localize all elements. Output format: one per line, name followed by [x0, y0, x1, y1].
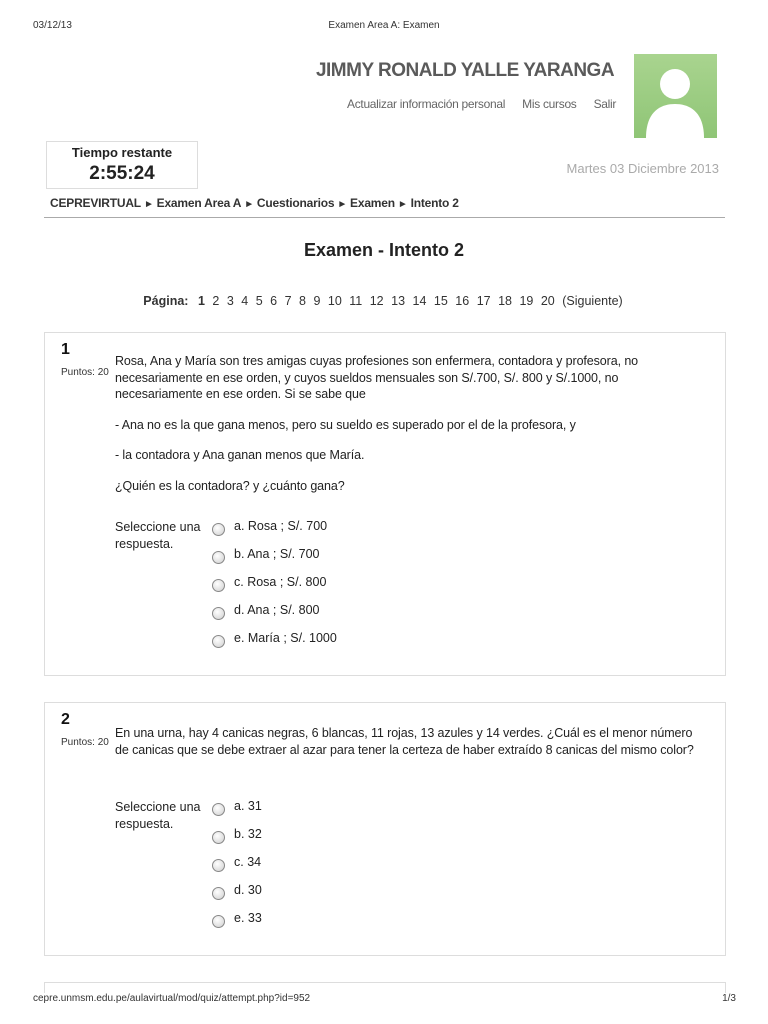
- print-date: 03/12/13: [33, 20, 72, 31]
- radio-button[interactable]: [212, 579, 225, 592]
- answer-option[interactable]: [210, 883, 262, 911]
- answer-option[interactable]: [210, 799, 262, 827]
- answer-option-label[interactable]: e. 33: [234, 911, 262, 925]
- question-paragraph: Rosa, Ana y María son tres amigas cuyas profesiones son enfermera, contadora y profesora, no necesariamente en ese orden, y cuyos sueldos mensuales son S/.700, S/. 800 y S/.1000, no necesariamente en ese orden. Si se sabe que: [115, 354, 639, 401]
- page-title: Examen - Intento 2: [303, 240, 465, 260]
- pagination-page-link[interactable]: 6: [270, 294, 278, 308]
- pagination-page-link[interactable]: 16: [455, 294, 470, 308]
- print-title: Examen Area A: Examen: [328, 20, 440, 31]
- pagination-page-link[interactable]: 5: [255, 294, 263, 308]
- answer-option[interactable]: [210, 855, 262, 883]
- pagination-page-link[interactable]: 3: [226, 294, 234, 308]
- answer-option-label[interactable]: d. Ana ; S/. 800: [234, 603, 320, 617]
- pagination-page-link[interactable]: 13: [391, 294, 406, 308]
- answer-option[interactable]: [210, 547, 337, 575]
- question-text: [115, 353, 705, 508]
- print-page-number: 1/3: [722, 993, 736, 1004]
- question-points: Puntos: 20: [61, 367, 109, 378]
- question-paragraph: - la contadora y Ana ganan menos que María.: [115, 448, 365, 462]
- update-profile-link[interactable]: Actualizar información personal: [347, 97, 506, 111]
- breadcrumb-item-cuestionarios[interactable]: Cuestionarios: [256, 196, 335, 210]
- answer-option[interactable]: [210, 911, 262, 939]
- pagination-page-link[interactable]: 19: [519, 294, 534, 308]
- print-url: cepre.unmsm.edu.pe/aulavirtual/mod/quiz/attempt.php?id=952: [33, 993, 311, 1004]
- user-silhouette-icon: [634, 54, 717, 138]
- question-2: [44, 702, 726, 956]
- question-3-partial: [44, 982, 726, 993]
- breadcrumb-item-intento: Intento 2: [410, 196, 459, 210]
- breadcrumb-arrow-icon: ►: [397, 199, 408, 210]
- breadcrumb-item-examen-area-a[interactable]: Examen Area A: [156, 196, 242, 210]
- avatar[interactable]: [634, 54, 717, 138]
- radio-button[interactable]: [212, 607, 225, 620]
- question-paragraph: En una urna, hay 4 canicas negras, 6 blancas, 11 rojas, 13 azules y 14 verdes. ¿Cuál es el menor número de canicas que se debe extraer al azar para tener la certeza de haber extraído 8 canicas del mismo color?: [115, 726, 694, 757]
- answer-option-label[interactable]: b. 32: [234, 827, 262, 841]
- time-remaining-box: [46, 141, 198, 189]
- radio-button[interactable]: [212, 915, 225, 928]
- pagination-current: 1: [197, 294, 205, 308]
- radio-button[interactable]: [212, 803, 225, 816]
- pagination-page-link[interactable]: 12: [369, 294, 384, 308]
- question-number: 2: [61, 711, 70, 728]
- answer-option-label[interactable]: b. Ana ; S/. 700: [234, 547, 320, 561]
- my-courses-link[interactable]: Mis cursos: [522, 97, 577, 111]
- radio-button[interactable]: [212, 831, 225, 844]
- pagination-page-link[interactable]: 14: [412, 294, 427, 308]
- time-remaining-label: Tiempo restante: [71, 145, 173, 160]
- pagination-page-link[interactable]: 10: [327, 294, 342, 308]
- pagination: [0, 294, 768, 308]
- radio-button[interactable]: [212, 523, 225, 536]
- answer-option-label[interactable]: a. Rosa ; S/. 700: [234, 519, 328, 533]
- pagination-page-link[interactable]: 9: [313, 294, 321, 308]
- answer-option[interactable]: [210, 631, 337, 659]
- pagination-page-link[interactable]: 18: [498, 294, 512, 308]
- answer-option[interactable]: [210, 575, 337, 603]
- pagination-page-link[interactable]: 11: [349, 294, 363, 308]
- pagination-page-link[interactable]: 7: [284, 294, 292, 308]
- select-answer-label: Seleccione una respuesta.: [115, 800, 201, 831]
- answer-option-label[interactable]: e. María ; S/. 1000: [234, 631, 337, 645]
- question-points: Puntos: 20: [61, 737, 109, 748]
- time-remaining-value: 2:55:24: [89, 163, 155, 184]
- question-text: [115, 725, 705, 772]
- breadcrumb-arrow-icon: ►: [143, 199, 154, 210]
- pagination-next[interactable]: (Siguiente): [562, 294, 623, 308]
- answer-options: [210, 519, 337, 659]
- radio-button[interactable]: [212, 635, 225, 648]
- breadcrumb: [50, 196, 459, 210]
- user-nav: [347, 97, 630, 111]
- logout-link[interactable]: Salir: [593, 97, 617, 111]
- question-number: 1: [61, 341, 70, 358]
- answer-option-label[interactable]: c. Rosa ; S/. 800: [234, 575, 327, 589]
- question-paragraph: - Ana no es la que gana menos, pero su sueldo es superado por el de la profesora, y: [115, 417, 576, 432]
- breadcrumb-arrow-icon: ►: [244, 199, 254, 210]
- breadcrumb-arrow-icon: ►: [337, 199, 348, 210]
- breadcrumb-item-ceprevirtual[interactable]: CEPREVIRTUAL: [50, 196, 141, 210]
- pagination-page-link[interactable]: 17: [476, 294, 491, 308]
- answer-option-label[interactable]: d. 30: [234, 883, 262, 897]
- question-1: [44, 332, 726, 676]
- question-paragraph: ¿Quién es la contadora? y ¿cuánto gana?: [115, 478, 345, 493]
- answer-option[interactable]: [210, 519, 337, 547]
- answer-option[interactable]: [210, 827, 262, 855]
- radio-button[interactable]: [212, 551, 225, 564]
- current-date: Martes 03 Diciembre 2013: [566, 161, 719, 176]
- pagination-page-link[interactable]: 4: [241, 294, 249, 308]
- pagination-page-link[interactable]: 2: [212, 294, 220, 308]
- select-answer-label: Seleccione una respuesta.: [115, 520, 201, 551]
- radio-button[interactable]: [212, 887, 225, 900]
- pagination-page-link[interactable]: 15: [433, 294, 448, 308]
- answer-option[interactable]: [210, 603, 337, 631]
- answer-option-label[interactable]: a. 31: [234, 799, 262, 813]
- answer-option-label[interactable]: c. 34: [234, 855, 262, 869]
- breadcrumb-item-examen[interactable]: Examen: [350, 196, 395, 210]
- user-name: JIMMY RONALD YALLE YARANGA: [315, 60, 615, 81]
- answer-options: [210, 799, 262, 939]
- divider: [44, 217, 725, 218]
- radio-button[interactable]: [212, 859, 225, 872]
- pagination-page-link[interactable]: 20: [540, 294, 555, 308]
- pagination-page-link[interactable]: 8: [299, 294, 306, 308]
- pagination-label: Página:: [143, 294, 189, 308]
